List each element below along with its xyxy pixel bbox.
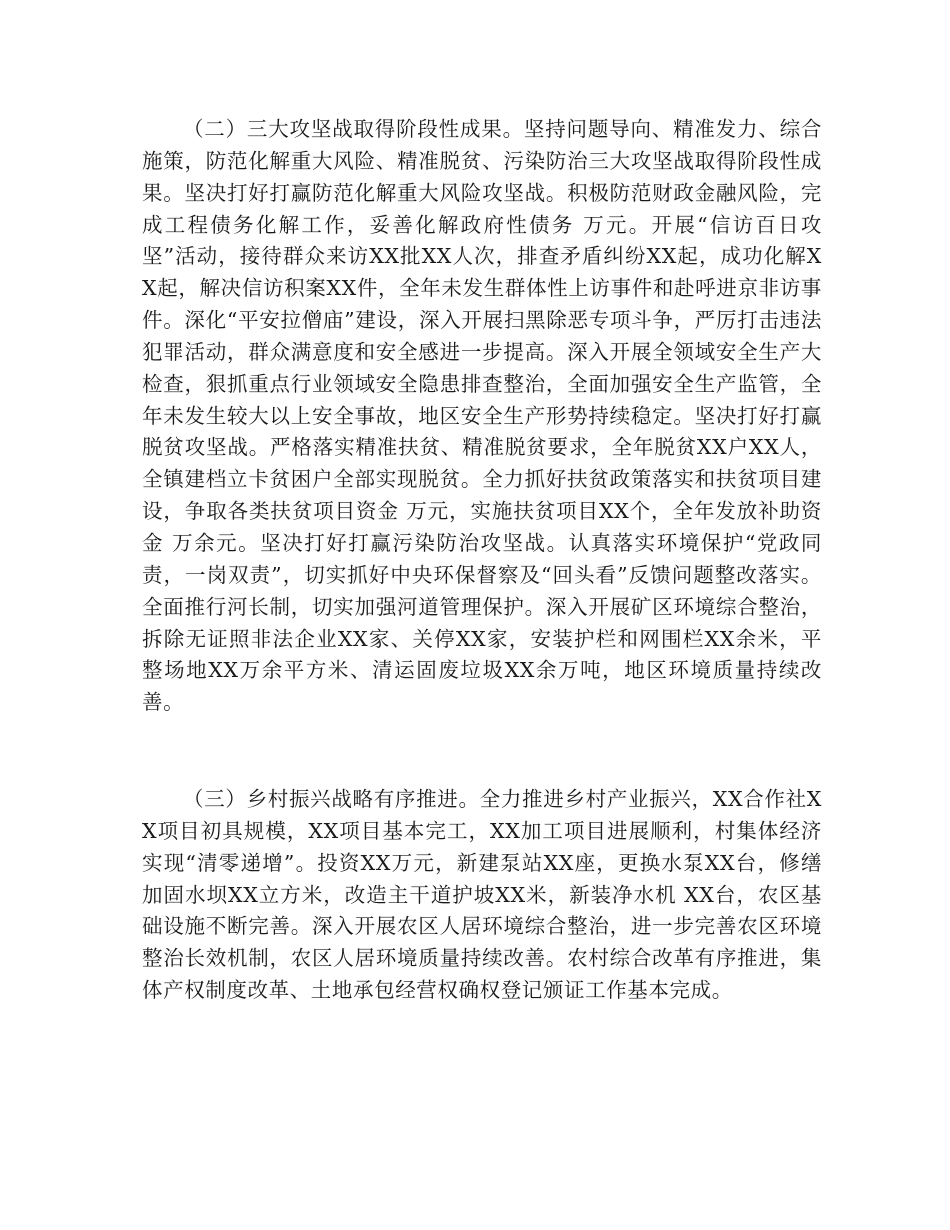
paragraph-rural-revitalization: （三）乡村振兴战略有序推进。全力推进乡村产业振兴，XX合作社XX项目初具规模，XX项目基本完工，XX加工项目进展顺利，村集体经济实现“清零递增”。投资XX万元，新建泵站XX座，更换水泵XX台，修缮加固水坝XX立方米，改造主干道护坡XX米，新装净水机 XX台，农区基础设施不断完善。深入开展农区人居环境综合整治，进一步完善农区环境整治长效机制，农区人居环境质量持续改善。农村综合改革有序推进，集体产权制度改革、土地承包经营权确权登记颁证工作基本完成。 [142,787,822,1003]
paragraph-three-major-battles: （二）三大攻坚战取得阶段性成果。坚持问题导向、精准发力、综合施策，防范化解重大风险、精准脱贫、污染防治三大攻坚战取得阶段性成果。坚决打好打赢防范化解重大风险攻坚战。积极防范财政金融风险，完成工程债务化解工作，妥善化解政府性债务 万元。开展“信访百日攻坚”活动，接待群众来访XX批XX人次，排查矛盾纠纷XX起，成功化解XX起，解决信访积案XX件，全年未发生群体性上访事件和赴呼进京非访事件。深化“平安拉僧庙”建设，深入开展扫黑除恶专项斗争，严厉打击违法犯罪活动，群众满意度和安全感进一步提高。深入开展全领域安全生产大检查，狠抓重点行业领域安全隐患排查整治，全面加强安全生产监管，全年未发生较大以上安全事故，地区安全生产形势持续稳定。坚决打好打赢脱贫攻坚战。严格落实精准扶贫、精准脱贫要求，全年脱贫XX户XX人，全镇建档立卡贫困户全部实现脱贫。全力抓好扶贫政策落实和扶贫项目建设，争取各类扶贫项目资金 万元，实施扶贫项目XX个，全年发放补助资金 万余元。坚决打好打赢污染防治攻坚战。认真落实环境保护“党政同责，一岗双责”，切实抓好中央环保督察及“回头看”反馈问题整改落实。全面推行河长制，切实加强河道管理保护。深入开展矿区环境综合整治，拆除无证照非法企业XX家、关停XX家，安装护栏和网围栏XX余米，平整场地XX万余平方米、清运固废垃圾XX余万吨，地区环境质量持续改善。 [142,117,822,715]
document-body-section-3 [142,784,822,1007]
document-body-section-2 [142,114,822,719]
